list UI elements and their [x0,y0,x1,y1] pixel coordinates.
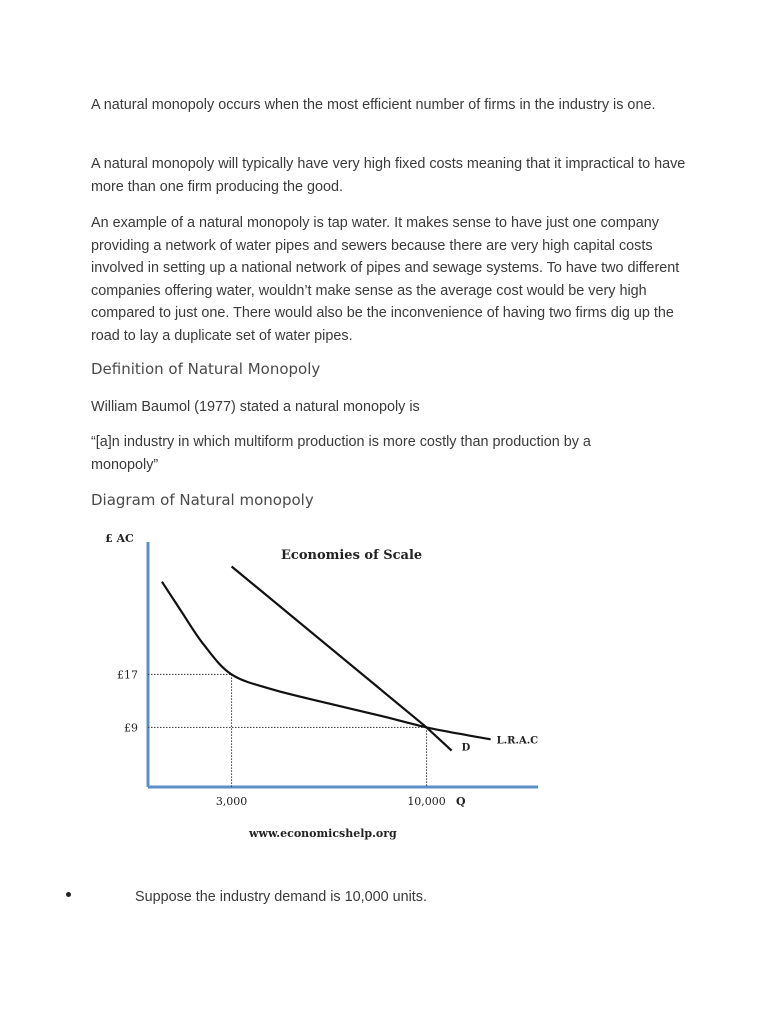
x-axis-label: Q [456,795,466,808]
y-axis-label: £ AC [105,532,134,545]
paragraph-intro: A natural monopoly occurs when the most efficient number of firms in the industry is one. [91,97,656,113]
paragraph-example: An example of a natural monopoly is tap water. It makes sense to have just one company providing a network of water pipes and sewers because there are very high capital costs involved in setting up a national network of pipes and sewage systems. To have two different companies offering water, wouldn’t make sense as the average cost would be very high compared to just one. There would also be the inconvenience of having two firms dig up the road to lay a duplicate set of water pipes. [91,215,680,344]
heading-definition: Definition of Natural Monopoly [91,360,321,378]
y-tick-label-1: £9 [124,721,138,735]
x-tick-label-1: 10,000 [407,795,446,808]
natural-monopoly-chart [95,522,555,852]
paragraph-fixed-costs: A natural monopoly will typically have very high fixed costs meaning that it impractical to have more than one firm producing the good. [91,156,686,195]
series-label-demand: D [461,742,471,754]
bullet-item: Suppose the industry demand is 10,000 units. [135,889,428,905]
paragraph-baumol: William Baumol (1977) stated a natural monopoly is [91,399,420,415]
heading-diagram: Diagram of Natural monopoly [91,491,314,509]
y-tick-label-0: £17 [117,668,138,682]
x-tick-label-0: 3,000 [215,795,248,808]
source-label: www.economicshelp.org [249,827,397,840]
series-line-demand [232,567,452,751]
series-line-lrac [162,582,491,740]
series-label-lrac: L.R.A.C [496,735,539,747]
bullet-dot [66,892,71,897]
chart-svg [95,522,555,852]
paragraph-quote: “[a]n industry in which multiform production is more costly than production by a monopoly” [91,434,591,473]
chart-title: Economies of Scale [281,548,423,563]
bullet-list [66,886,666,910]
